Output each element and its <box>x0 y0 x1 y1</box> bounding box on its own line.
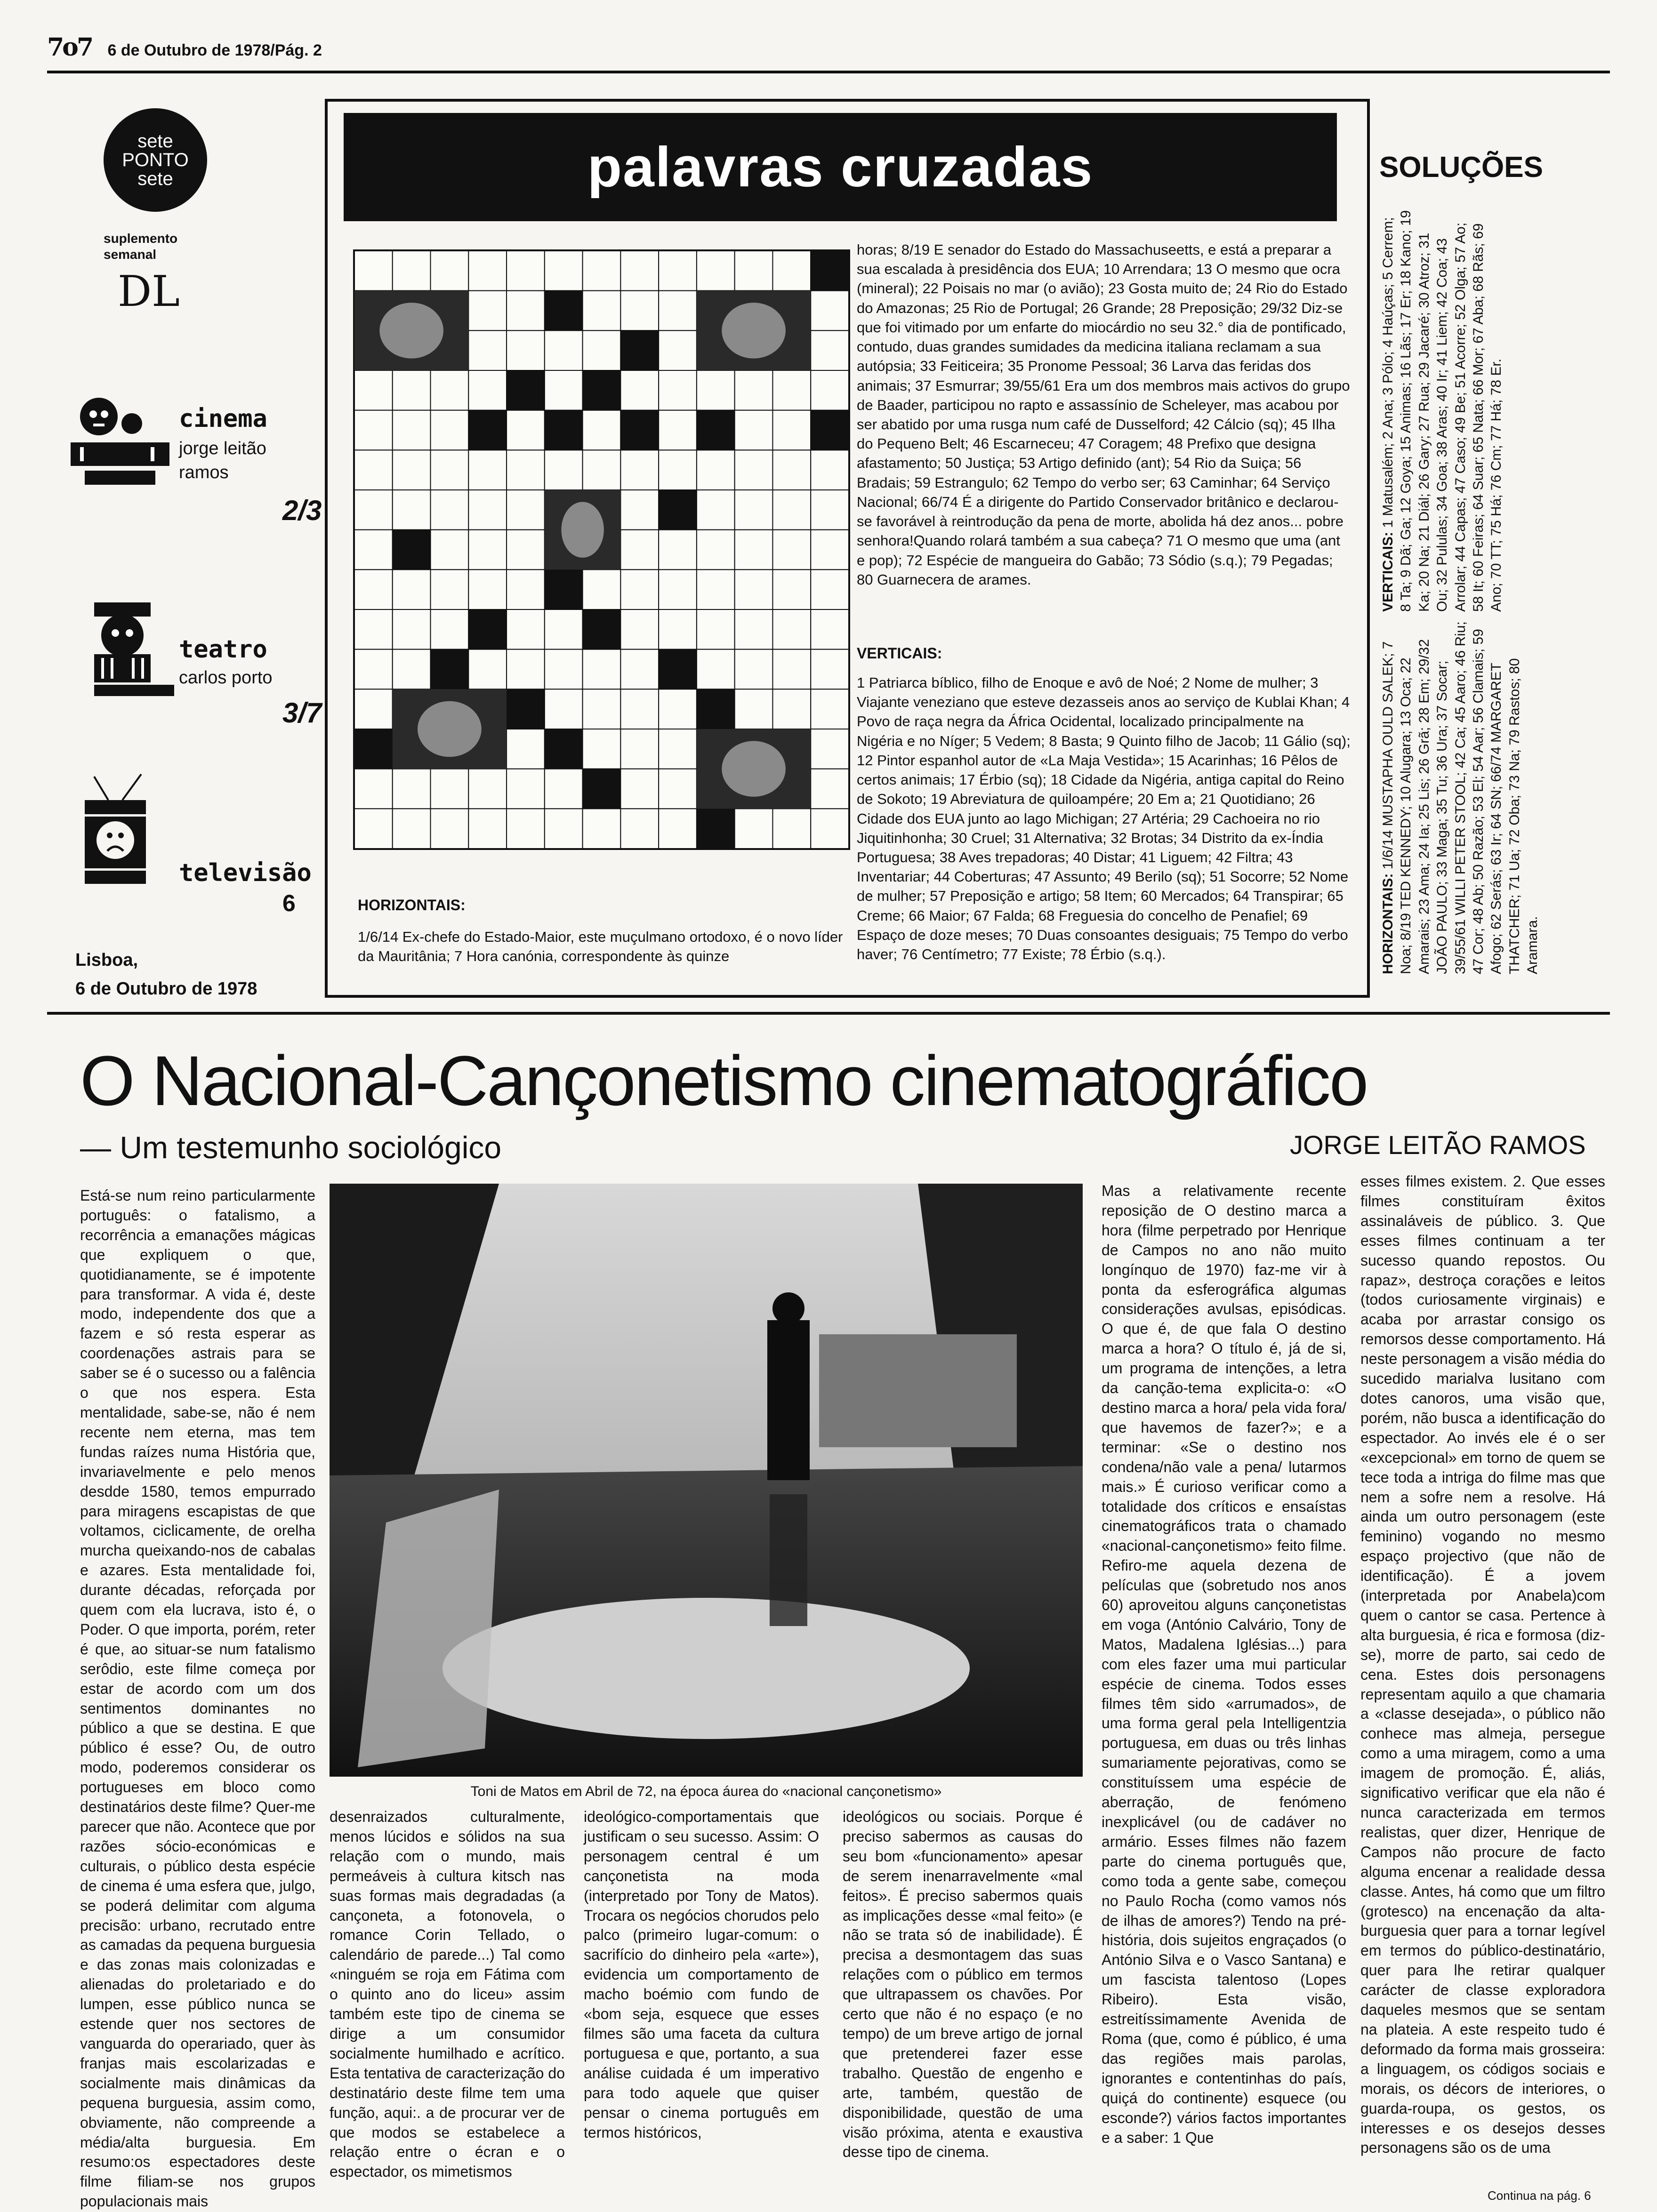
crossword-cell[interactable] <box>393 569 431 609</box>
crossword-cell[interactable] <box>431 569 469 609</box>
crossword-cell[interactable] <box>772 569 811 609</box>
crossword-cell[interactable] <box>354 530 393 570</box>
crossword-cell[interactable] <box>354 450 393 490</box>
crossword-cell[interactable] <box>735 609 773 649</box>
crossword-cell[interactable] <box>735 410 773 450</box>
sidebar-section-cinema[interactable] <box>66 395 348 537</box>
crossword-cell[interactable] <box>354 370 393 410</box>
crossword-block <box>620 330 659 370</box>
sidebar-section-televisao[interactable] <box>66 772 348 932</box>
crossword-cell[interactable] <box>659 410 697 450</box>
crossword-cell[interactable] <box>620 649 659 689</box>
supplement-label: suplemento semanal <box>104 231 178 262</box>
article-author: JORGE LEITÃO RAMOS <box>1290 1130 1586 1160</box>
crossword-cell[interactable] <box>772 649 811 689</box>
solucoes-horizontais-label: HORIZONTAIS: <box>1380 873 1396 974</box>
article-column-3: ideológico-comportamentais que justificam o seu sucesso. Assim: O personagem central é um cançonetista na moda (interpretado por Tony de Matos). Trocara os negócios chorudos pelo palco (primeiro lugar-comum: o sacrifício do dinheiro pela «arte»), evidencia um comportamento de macho boémio com fundo de «bom seja, esquece que esses filmes são uma faceta da cultura portuguesa e que, portanto, a sua análise cuidada é um imperativo para todo aquele que quiser pensar o cinema português em termos históricos, <box>584 1808 819 2141</box>
crossword-cell[interactable] <box>393 649 431 689</box>
crossword-cell[interactable] <box>507 450 545 490</box>
crossword-cell[interactable] <box>659 330 697 370</box>
section-pages: 3/7 <box>282 697 322 729</box>
crossword-cell[interactable] <box>811 370 849 410</box>
crossword-cell[interactable] <box>354 490 393 530</box>
crossword-cell[interactable] <box>468 809 507 849</box>
crossword-cell[interactable] <box>393 769 431 809</box>
crossword-cell[interactable] <box>659 251 697 291</box>
crossword-cell[interactable] <box>545 370 583 410</box>
article-column-2: desenraizados culturalmente, menos lúcidos e sólidos na sua relação com o mundo, mais permeáveis à cultura kitsch nas suas formas mais degradadas (a cançoneta, a fotonovela, o romance Corin Tellado, o calendário de parede...) Tal como «ninguém se roja em Fátima com o quinto ano do liceu» assim também este tipo de cinema se dirige a um consumidor socialmente humilhado e acrítico. Esta tentativa de caracterização do destinatário deste filme tem uma função, aqui:. a de procurar ver de que modos se estabelece a relação entre o écran e o espectador, os mimetismos <box>330 1808 565 2180</box>
crossword-cell[interactable] <box>468 291 507 331</box>
crossword-cell[interactable] <box>583 410 621 450</box>
crossword-cell[interactable] <box>620 609 659 649</box>
article-headline: O Nacional-Cançonetismo cinematográfico <box>80 1041 1367 1120</box>
crossword-cell[interactable] <box>811 649 849 689</box>
crossword-cell[interactable] <box>697 490 735 530</box>
crossword-cell[interactable] <box>735 649 773 689</box>
crossword-cell[interactable] <box>735 490 773 530</box>
crossword-cell[interactable] <box>620 291 659 331</box>
crossword-cell[interactable] <box>659 609 697 649</box>
crossword-cell[interactable] <box>697 370 735 410</box>
crossword-block <box>545 410 583 450</box>
crossword-block <box>507 370 545 410</box>
crossword-cell[interactable] <box>811 809 849 849</box>
crossword-block <box>583 609 621 649</box>
section-author: carlos porto <box>179 668 273 688</box>
solucoes-horizontais-rotated <box>1379 617 1542 974</box>
crossword-cell[interactable] <box>583 809 621 849</box>
crossword-cell[interactable] <box>545 609 583 649</box>
crossword-cell[interactable] <box>468 530 507 570</box>
crossword-portrait-photo <box>697 729 811 809</box>
article-photo <box>330 1184 1083 1777</box>
crossword-cell[interactable] <box>468 450 507 490</box>
section-author: jorge leitão ramos <box>179 439 266 483</box>
crossword-block <box>583 769 621 809</box>
crossword-cell[interactable] <box>545 251 583 291</box>
crossword-cell[interactable] <box>659 689 697 729</box>
crossword-cell[interactable] <box>507 729 545 769</box>
crossword-cell[interactable] <box>431 370 469 410</box>
crossword-cell[interactable] <box>431 490 469 530</box>
crossword-cell[interactable] <box>620 809 659 849</box>
sidebar <box>66 108 301 316</box>
crossword-cell[interactable] <box>659 370 697 410</box>
crossword-cell[interactable] <box>354 569 393 609</box>
horizontais-clues: 1/6/14 Ex-chefe do Estado-Maior, este muçulmano ortodoxo, é o novo líder da Mauritânia; 7 Hora canónia, correspondente às quinze <box>358 929 843 965</box>
crossword-cell[interactable] <box>697 450 735 490</box>
section-pages: 6 <box>282 890 296 916</box>
crossword-cell[interactable] <box>697 649 735 689</box>
crossword-cell[interactable] <box>507 251 545 291</box>
crossword-cell[interactable] <box>620 569 659 609</box>
crossword-cell[interactable] <box>772 251 811 291</box>
crossword-block <box>545 569 583 609</box>
crossword-block <box>697 809 735 849</box>
crossword-cell[interactable] <box>545 330 583 370</box>
crossword-cell[interactable] <box>735 251 773 291</box>
sete-ponto-sete-badge <box>104 108 207 212</box>
crossword-cell[interactable] <box>620 370 659 410</box>
solucoes-verticais-rotated <box>1379 207 1506 612</box>
section-name: teatro <box>179 635 267 664</box>
crossword-cell[interactable] <box>620 450 659 490</box>
crossword-cell[interactable] <box>507 809 545 849</box>
crossword-cell[interactable] <box>735 370 773 410</box>
crossword-cell[interactable] <box>545 649 583 689</box>
crossword-block <box>583 370 621 410</box>
crossword-block <box>393 530 431 570</box>
crossword-grid[interactable] <box>353 249 850 850</box>
crossword-cell[interactable] <box>583 291 621 331</box>
crossword-cell[interactable] <box>659 809 697 849</box>
crossword-block <box>507 689 545 729</box>
crossword-cell[interactable] <box>507 490 545 530</box>
crossword-cell[interactable] <box>507 649 545 689</box>
teatro-icon <box>66 602 174 697</box>
crossword-cell[interactable] <box>811 450 849 490</box>
crossword-cell[interactable] <box>393 410 431 450</box>
crossword-cell[interactable] <box>354 609 393 649</box>
crossword-cell[interactable] <box>468 649 507 689</box>
verticais-clues: 1 Patriarca bíblico, filho de Enoque e avô de Noé; 2 Nome de mulher; 3 Viajante veneziano que esteve dezasseis anos ao serviço de Kublai Khan; 4 Povo de raça negra da África Ocidental, localizado principalmente na Nigéria e no Níger; 5 Vedem; 8 Basta; 9 Quinto filho de Jacob; 11 Gálio (sq); 12 Pintor espanhol autor de «La Maja Vestida»; 15 Acarinhas; 16 Pêlos de certos animais; 17 Érbio (sq); 18 Cidade da Nigéria, antiga capital do Reino de Sokoto; 19 Abreviatura de quiloampére; 20 Em a; 21 Quotidiano; 26 Cidade dos EUA junto ao lago Michigan; 27 Artéria; 29 Cachoeira no rio Jiquitinhonha; 30 Cruel; 31 Alternativa; 32 Brotas; 34 Distrito da ex-Índia Portuguesa; 38 Aves trepadoras; 40 Distar; 41 Liguem; 42 Filtra; 43 Inventariar; 44 Coberturas; 47 Assunto; 49 Berilo (sq); 51 Socorre; 52 Nome de mulher; 57 Preposição e artigo; 58 Item; 60 Mercados; 64 Transpirar; 65 Creme; 66 Maior; 67 Falda; 68 Freguesia do concelho de Penafiel; 69 Espaço de doze meses; 70 Duas consoantes desiguais; 75 Tempo do verbo haver; 76 Centímetro; 77 Existe; 78 Érbio (s.q.). <box>857 674 1351 963</box>
crossword-cell[interactable] <box>431 251 469 291</box>
header-rule <box>47 71 1610 73</box>
crossword-cell[interactable] <box>354 769 393 809</box>
crossword-cell[interactable] <box>697 569 735 609</box>
crossword-cell[interactable] <box>772 609 811 649</box>
cinema-icon <box>66 395 174 489</box>
crossword-block <box>811 410 849 450</box>
crossword-cell[interactable] <box>431 530 469 570</box>
crossword-cell[interactable] <box>583 649 621 689</box>
publication-logo: 7o7 <box>47 33 92 62</box>
crossword-cell[interactable] <box>811 729 849 769</box>
verticais-label: VERTICAIS: <box>857 645 942 662</box>
crossword-block <box>620 410 659 450</box>
crossword-cell[interactable] <box>468 769 507 809</box>
crossword-cell[interactable] <box>772 490 811 530</box>
crossword-cell[interactable] <box>620 490 659 530</box>
crossword-title: palavras cruzadas <box>344 113 1337 221</box>
crossword-cell[interactable] <box>393 490 431 530</box>
crossword-cell[interactable] <box>507 609 545 649</box>
crossword-cell[interactable] <box>431 450 469 490</box>
crossword-cell[interactable] <box>393 609 431 649</box>
crossword-cell[interactable] <box>431 410 469 450</box>
crossword-block <box>659 490 697 530</box>
crossword-cell[interactable] <box>393 450 431 490</box>
crossword-cell[interactable] <box>659 569 697 609</box>
crossword-cell[interactable] <box>583 450 621 490</box>
article-column-5: Mas a relativamente recente reposição de O destino marca a hora (filme perpetrado por Henrique de Campos no ano não muito longínquo de 1970) faz-me vir à ponta da esferográfica algumas considerações avulsas, episódicas. O que é, de que fala O destino marca a hora? O título é, já de si, um programa de intenções, a letra da canção-tema explicita-o: «O destino marca a hora/ pela vida fora/ que havemos de fazer?»; e a terminar: «Se o destino nos condena/não vale a pena/ lutarmos mais.» É curioso verificar como a totalidade dos críticos e ensaístas cinematográficos trata o chamado «nacional-cançonetismo» feito filme. Refiro-me aquela dezena de películas que (sobretudo nos anos 60) aproveitou alguns cançonetistas em voga (António Calvário, Tony de Matos, Madalena Iglésias...) para com eles fazer uma mui particular espécie de cinema. Todos esses filmes têm sido «arrumados», de uma forma geral pela Intelligentzia portuguesa, em duas ou três linhas sumariamente pejorativas, como se constituíssem uma espécie de aberração, de fenómeno inexplicável (ou de cadáver no armário. Esses filmes não fazem parte do cinema português que, como toda a gente sabe, começou no Paulo Rocha (como vamos nós de ilhas de amores?) Tendo na pré-história, dois sujeitos engraçados (o António Silva e o Vasco Santana) e um fascista talentoso (Lopes Ribeiro). Esta visão, estreitíssimamente Avenida de Roma (que, como é público, é uma das regiões mais parolas, ignorantes e contentinhas do país, quiçá do continente) esquece (ou esconde?) vários factos importantes e a saber: 1 Que <box>1102 1182 1346 2146</box>
crossword-cell[interactable] <box>811 609 849 649</box>
crossword-cell[interactable] <box>772 530 811 570</box>
crossword-portrait-photo <box>354 291 468 370</box>
crossword-cell[interactable] <box>507 330 545 370</box>
solucoes-horizontais-block <box>1379 617 1582 974</box>
section-rule <box>47 1012 1610 1015</box>
crossword-cell[interactable] <box>620 769 659 809</box>
crossword-cell[interactable] <box>583 689 621 729</box>
crossword-cell[interactable] <box>811 569 849 609</box>
crossword-cell[interactable] <box>545 769 583 809</box>
crossword-block <box>431 649 469 689</box>
crossword-cell[interactable] <box>735 530 773 570</box>
crossword-cell[interactable] <box>620 729 659 769</box>
crossword-cell[interactable] <box>697 530 735 570</box>
article-column-1: Está-se num reino particularmente português: o fatalismo, a recorrência a emanações mágicas que expliquem o que, quotidianamente, se é impotente para transformar. A vida é, deste modo, independente dos que a fazem e só resta esperar as coordenações astrais para se saber se é o sucesso ou a falência o que nos espera. Esta mentalidade, sabe-se, não é nem recente nem eterna, mas tem fundas raízes numa História que, invariavelmente e pelo menos desdde 1580, temos empurrado para miragens escapistas de que voltamos, ciclicamente, de orelha murcha queixando-nos de cabalas e azares. Esta mentalidade foi, durante décadas, reforçada por quem com ela lucrava, isto é, o Poder. O que importa, porém, reter é que, ao situar-se num fatalismo serôdio, este filme começa por estar de acordo com um dos sentimentos dominantes no público a que se destina. E que público é esse? Ou, de outro modo, poderemos considerar os portugueses em bloco como destinatários deste filme? Quer-me parecer que não. Acontece que por razões sócio-económicas e culturais, o público desta espécie de cinema é uma esfera que, julgo, se poderá delimitar com alguma precisão: urbano, recrutado entre as camadas da pequena burguesia e das zonas mais colonizadas e alienadas do proletariado e do lumpen, esse público nunca se estende quer nos sectores de vanguarda do operariado, quer às franjas mais escolarizadas e socialmente mais dinâmicas da pequena burguesia, assim como, obviamente, não compreende a média/alta burguesia. Em resumo:os espectadores deste filme filiam-se nos grupos populacionais mais <box>80 1187 315 2210</box>
crossword-cell[interactable] <box>354 649 393 689</box>
crossword-cell[interactable] <box>811 769 849 809</box>
article-subtitle: — Um testemunho sociológico <box>80 1130 502 1165</box>
crossword-cell[interactable] <box>735 569 773 609</box>
crossword-cell[interactable] <box>583 569 621 609</box>
crossword-block <box>811 251 849 291</box>
crossword-block <box>545 729 583 769</box>
crossword-cell[interactable] <box>659 769 697 809</box>
crossword-cell[interactable] <box>431 609 469 649</box>
dateline-place: Lisboa, <box>75 950 138 970</box>
horizontais-label: HORIZONTAIS: <box>358 897 466 914</box>
section-name: cinema <box>179 405 267 433</box>
solucoes-verticais-text: 1 Matusalém; 2 Ana; 3 Pólo; 4 Haúças; 5 Cerrem; 8 Ta; 9 Dã; Ga; 12 Goya; 15 Animas; 16 Lãs; 17 Er; 18 Kano; 19 Ka; 20 Na; 21 Diál; 26 Gary; 27 Rua; 29 Jacaré; 30 Atroz; 31 Ou; 32 Pululas; 34 Goa; 38 Aras; 40 Ir; 41 Liem; 42 Coa; 43 Arrolar; 44 Capas; 47 Caso; 49 Be; 51 Acorre; 52 Olga; 57 Ao; 58 It; 60 Feiras; 64 Suar; 65 Nata; 66 Mor; 67 Aba; 68 Rãs; 69 Ano; 70 TT; 75 Há; 76 Cm; 77 Há; 78 Er. <box>1380 210 1504 612</box>
section-pages: 2/3 <box>282 495 322 526</box>
crossword-cell[interactable] <box>811 530 849 570</box>
crossword-block <box>545 291 583 331</box>
crossword-cell[interactable] <box>545 450 583 490</box>
television-icon <box>66 772 174 885</box>
crossword-portrait-photo <box>393 689 507 769</box>
header-date-page: 6 de Outubro de 1978/Pág. 2 <box>107 41 322 59</box>
photo-caption: Toni de Matos em Abril de 72, na época áurea do «nacional cançonetismo» <box>470 1784 942 1799</box>
dl-logo: DL <box>118 267 180 317</box>
crossword-cell[interactable] <box>659 530 697 570</box>
crossword-cell[interactable] <box>468 330 507 370</box>
crossword-grid-svg <box>354 251 849 849</box>
solucoes-title: SOLUÇÕES <box>1379 151 1543 184</box>
crossword-cell[interactable] <box>507 410 545 450</box>
crossword-cell[interactable] <box>620 530 659 570</box>
crossword-block <box>468 609 507 649</box>
crossword-cell[interactable] <box>659 450 697 490</box>
crossword-portrait-photo <box>545 490 621 569</box>
crossword-cell[interactable] <box>431 769 469 809</box>
crossword-cell[interactable] <box>620 251 659 291</box>
page-header <box>47 33 322 62</box>
crossword-cell[interactable] <box>507 530 545 570</box>
crossword-block <box>697 689 735 729</box>
crossword-cell[interactable] <box>772 689 811 729</box>
crossword-cell[interactable] <box>811 291 849 331</box>
crossword-cell[interactable] <box>354 410 393 450</box>
continued-note: Continua na pág. 6 <box>1488 2188 1591 2203</box>
crossword-cell[interactable] <box>583 729 621 769</box>
crossword-cell[interactable] <box>735 450 773 490</box>
solucoes-horizontais-text: 1/6/14 MUSTAPHA OULD SALEK; 7 Noa; 8/19 TED KENNEDY; 10 Alugara; 13 Oca; 22 Amarais; 23 Ama; 24 Ia; 25 Lis; 26 Grã; 28 Em; 29/32 JOÃO PAULO; 33 Maga; 35 Tu; 36 Ura; 37 Socar; 39/55/61 WILLI PETER STOOL; 42 Ca; 45 Aaro; 46 Riu; 47 Cor; 48 Ab; 50 Razão; 53 El; 54 Aar; 56 Clamais; 59 Afogo; 62 Serás; 63 Ir; 64 SN; 66/74 MARGARET THATCHER; 71 Ua; 72 Oba; 73 Na; 79 Rastos; 80 Aramara. <box>1380 621 1541 974</box>
crossword-block <box>354 729 393 769</box>
crossword-cell[interactable] <box>507 291 545 331</box>
dateline-date: 6 de Outubro de 1978 <box>75 978 257 999</box>
crossword-cell[interactable] <box>468 251 507 291</box>
crossword-cell[interactable] <box>772 450 811 490</box>
sidebar-section-teatro[interactable] <box>66 602 348 744</box>
crossword-cell[interactable] <box>354 809 393 849</box>
crossword-cell[interactable] <box>354 251 393 291</box>
crossword-cell[interactable] <box>468 490 507 530</box>
crossword-block <box>659 649 697 689</box>
crossword-cell[interactable] <box>735 809 773 849</box>
crossword-cell[interactable] <box>735 689 773 729</box>
crossword-cell[interactable] <box>507 569 545 609</box>
crossword-cell[interactable] <box>583 251 621 291</box>
crossword-cell[interactable] <box>393 370 431 410</box>
crossword-cell[interactable] <box>545 809 583 849</box>
horizontais-clues-continued: horas; 8/19 E senador do Estado do Massachuseetts, e está a preparar a sua escalada à presidência dos EUA; 10 Arrendara; 13 O mesmo que ocra (mineral); 22 Poisais no mar (o avião); 23 Gosta muito de; 24 Rio do Estado do Amazonas; 25 Rio de Portugal; 26 Grande; 28 Preposição; 29/32 Diz-se que foi vitimado por um enfarte do miocárdio no seu 32.° dia de pontificado, contudo, duas grandes sumidades da medicina italiana reclamam a sua autópsia; 33 Feiticeira; 35 Pronome Pessoal; 36 Larva das feridas dos animais; 37 Esmurrar; 39/55/61 Era um dos membros mais activos do grupo de Baader, participou no rapto e assassínio de Scheleyer, mas acabou por ser abatido por uma rusga num café de Dusselford; 42 Cálcio (sq); 45 Ilha do Pequeno Belt; 46 Escarneceu; 47 Coragem; 48 Prefixo que designa afastamento; 50 Justiça; 53 Artigo definido (ant); 54 Rio da Suiça; 56 Bradais; 59 Estrangulo; 62 Tempo do verbo ser; 63 Caminhar; 64 Serviço Nacional; 66/74 É a dirigente do Partido Conservador britânico e declarou-se favorável à reintrodução da pena de morte, abolida há dez anos... pobre senhora!Quando rolará também a sua cabeça? 71 O mesmo que uma (ant e pop); 72 Espécie de mangueira do Gabão; 73 Sódio (s.q.); 79 Pegadas; 80 Guarnecera de arames. <box>857 241 1350 588</box>
article-column-4: ideológicos ou sociais. Porque é preciso sabermos as causas do seu bom «funcionamento» apesar de serem inenarravelmente «mal feitos». É preciso sabermos quais as implicações desse «mal feito» (e não se trata só de inabilidade). É precisa a desmontagem das suas relações com o público em termos que ultrapassem os chavões. Por certo que não é no espaço (e no tempo) de um breve artigo de jornal que pretenderei fazer esse trabalho. Questão de engenho e arte, também, questão de disponibilidade, questão de uma visão próxima, atenta e exaustiva desse tipo de cinema. <box>843 1808 1083 2161</box>
crossword-cell[interactable] <box>507 769 545 809</box>
sidebar-dateline <box>75 946 257 1003</box>
article-column-6: esses filmes existem. 2. Que esses filmes constituíram êxitos assinaláveis de público. 3. Que esses filmes continuam a ter sucesso quando repostos. Ou rapaz», destroça corações e leitos (todos curiosamente virginais) e acaba por arrastar consigo os remorsos desse comportamento. Há neste personagem a visão média do sucedido marialva lusitano com dotes canoros, uma visão que, porém, não busca a identificação do espectador. Ao invés ele é o ser «excepcional» em torno de quem se tece toda a intriga do filme mas que nem a sofre nem a resolve. Há ainda um outro personagem (este feminino) vogando no mesmo espaço projectivo (que não de identificação). É a jovem (interpretada por Anabela)com quem o cantor se casa. Pertence à alta burguesia, é rica e formosa (diz-se), morre de parto, sai cedo de cena. Estes dois personagens representam aquilo a que chamaria a «classe desejada», o público não conhece mas almeja, persegue como a uma miragem, como a uma imagem de promoção. É, aliás, significativo verificar que ela não é nunca caracterizada em termos realistas, quer dizer, Henrique de Campos não procure de facto alguma encenar a realidade dessa classe. Antes, há como que um filtro (grotesco) na encenação da alta-burguesia quer para a tornar legível em termos do público-destinatário, quer para lhe retirar qualquer carácter de classe exploradora daqueles mesmos que se sentam na plateia. A este respeito tudo é deformado da forma mais grosseira: a linguagem, os códigos sociais e morais, os décors de interiores, o guarda-roupa, os gestos, os interesses e os desejos desses personagens são os de uma <box>1360 1173 1605 2156</box>
crossword-cell[interactable] <box>431 809 469 849</box>
crossword-cell[interactable] <box>811 689 849 729</box>
badge-line-1: sete <box>137 131 173 152</box>
crossword-cell[interactable] <box>772 410 811 450</box>
crossword-cell[interactable] <box>354 689 393 729</box>
crossword-cell[interactable] <box>468 370 507 410</box>
crossword-cell[interactable] <box>393 251 431 291</box>
crossword-cell[interactable] <box>697 251 735 291</box>
badge-line-3: sete <box>137 168 173 189</box>
crossword-cell[interactable] <box>620 689 659 729</box>
crossword-cell[interactable] <box>811 330 849 370</box>
crossword-cell[interactable] <box>697 609 735 649</box>
crossword-block <box>697 410 735 450</box>
solucoes-verticais-label: VERTICAIS: <box>1380 531 1396 612</box>
crossword-portrait-photo <box>697 291 811 370</box>
crossword-cell[interactable] <box>811 490 849 530</box>
crossword-cell[interactable] <box>659 291 697 331</box>
crossword-cell[interactable] <box>393 809 431 849</box>
crossword-cell[interactable] <box>772 809 811 849</box>
badge-line-2: PONTO <box>122 150 189 170</box>
crossword-cell[interactable] <box>468 569 507 609</box>
crossword-cell[interactable] <box>583 330 621 370</box>
section-name: televisão <box>179 859 312 887</box>
crossword-cell[interactable] <box>545 689 583 729</box>
crossword-cell[interactable] <box>659 729 697 769</box>
solucoes-verticais-block <box>1379 207 1582 612</box>
crossword-cell[interactable] <box>772 370 811 410</box>
crossword-block <box>468 410 507 450</box>
